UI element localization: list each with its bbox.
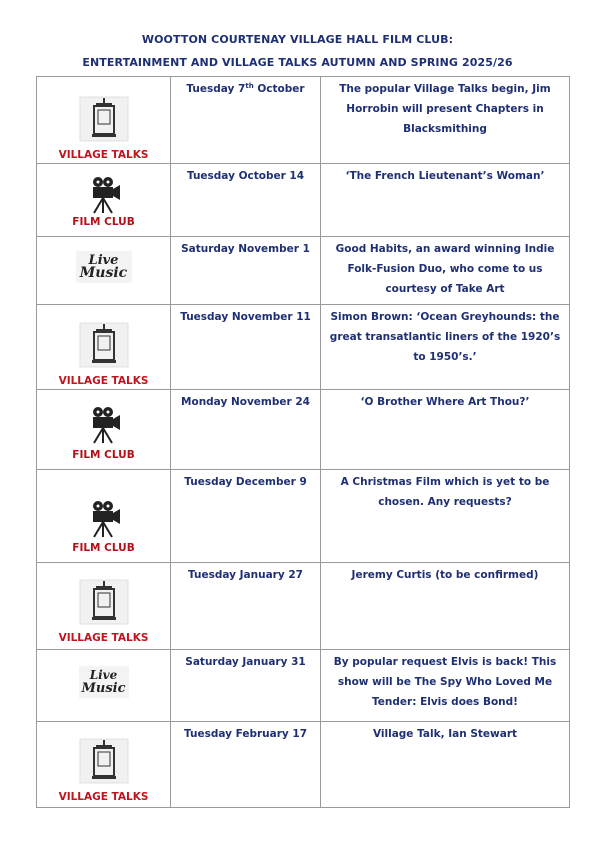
event-date: Tuesday 7th October — [186, 82, 305, 95]
category-cell — [37, 77, 171, 164]
category-cell — [37, 305, 171, 390]
category-cell — [37, 650, 171, 722]
event-description: The popular Village Talks begin, Jim Horrobin will present Chapters in Blacksmithing — [339, 83, 551, 135]
live-music-icon: Live Music — [79, 666, 129, 698]
page-title: WOOTTON COURTENAY VILLAGE HALL FILM CLUB: — [141, 33, 454, 46]
category-cell — [37, 390, 171, 470]
description-cell — [321, 237, 570, 305]
category-label: VILLAGE TALKS — [58, 375, 149, 387]
page-subtitle: ENTERTAINMENT AND VILLAGE TALKS AUTUMN AND SPRING 2025/26 — [82, 56, 513, 69]
event-date: Monday November 24 — [181, 396, 310, 408]
category-label: VILLAGE TALKS — [58, 632, 149, 644]
event-description: ‘O Brother Where Art Thou?’ — [360, 396, 530, 408]
date-cell — [171, 722, 321, 808]
description-cell — [321, 722, 570, 808]
description-cell — [321, 164, 570, 237]
category-cell — [37, 470, 171, 563]
event-date: Tuesday October 14 — [186, 170, 305, 182]
events-table — [36, 76, 570, 808]
table-row — [37, 77, 570, 164]
event-description: Good Habits, an award winning Indie Folk-Fusion Duo, who come to us courtesy of Take Art — [335, 243, 555, 295]
description-cell — [321, 77, 570, 164]
date-cell — [171, 470, 321, 563]
event-description: ‘The French Lieutenant’s Woman’ — [345, 170, 545, 182]
category-cell — [37, 164, 171, 237]
event-description: Jeremy Curtis (to be confirmed) — [351, 569, 539, 581]
event-date: Tuesday November 11 — [180, 311, 311, 323]
lectern-icon — [74, 736, 134, 786]
event-description: Village Talk, Ian Stewart — [372, 728, 518, 740]
category-label: FILM CLUB — [72, 542, 135, 554]
table-row — [37, 390, 570, 470]
date-cell — [171, 164, 321, 237]
category-label: VILLAGE TALKS — [58, 149, 149, 161]
lectern-icon — [74, 577, 134, 627]
event-description: A Christmas Film which is yet to be chosen. Any requests? — [340, 476, 550, 508]
table-row — [37, 237, 570, 305]
description-cell — [321, 390, 570, 470]
movie-camera-icon — [84, 404, 124, 446]
table-row — [37, 305, 570, 390]
category-label: VILLAGE TALKS — [58, 791, 149, 803]
event-date: Tuesday January 27 — [188, 569, 303, 581]
table-row — [37, 722, 570, 808]
table-row — [37, 650, 570, 722]
category-label: FILM CLUB — [72, 216, 135, 228]
movie-camera-icon — [84, 498, 124, 540]
date-cell — [171, 237, 321, 305]
table-row — [37, 563, 570, 650]
category-cell — [37, 722, 171, 808]
live-music-icon: Live Music — [76, 251, 132, 283]
date-cell — [171, 305, 321, 390]
table-row — [37, 470, 570, 563]
event-date: Tuesday February 17 — [183, 728, 308, 740]
description-cell — [321, 305, 570, 390]
date-cell — [171, 563, 321, 650]
event-date: Saturday November 1 — [181, 243, 310, 255]
event-description: By popular request Elvis is back! This show will be The Spy Who Loved Me Tender: Elvis does Bond! — [333, 656, 557, 708]
description-cell — [321, 563, 570, 650]
event-date: Saturday January 31 — [185, 656, 306, 668]
lectern-icon — [74, 320, 134, 370]
description-cell — [321, 650, 570, 722]
event-description: Simon Brown: ‘Ocean Greyhounds: the great transatlantic liners of the 1920’s to 1950’s.’ — [329, 311, 561, 363]
category-cell — [37, 563, 171, 650]
date-cell — [171, 390, 321, 470]
event-date: Tuesday December 9 — [184, 476, 307, 488]
description-cell — [321, 470, 570, 563]
table-row — [37, 164, 570, 237]
date-cell — [171, 650, 321, 722]
category-cell — [37, 237, 171, 305]
movie-camera-icon — [84, 176, 124, 214]
date-cell — [171, 77, 321, 164]
category-label: FILM CLUB — [72, 449, 135, 461]
lectern-icon — [74, 94, 134, 144]
